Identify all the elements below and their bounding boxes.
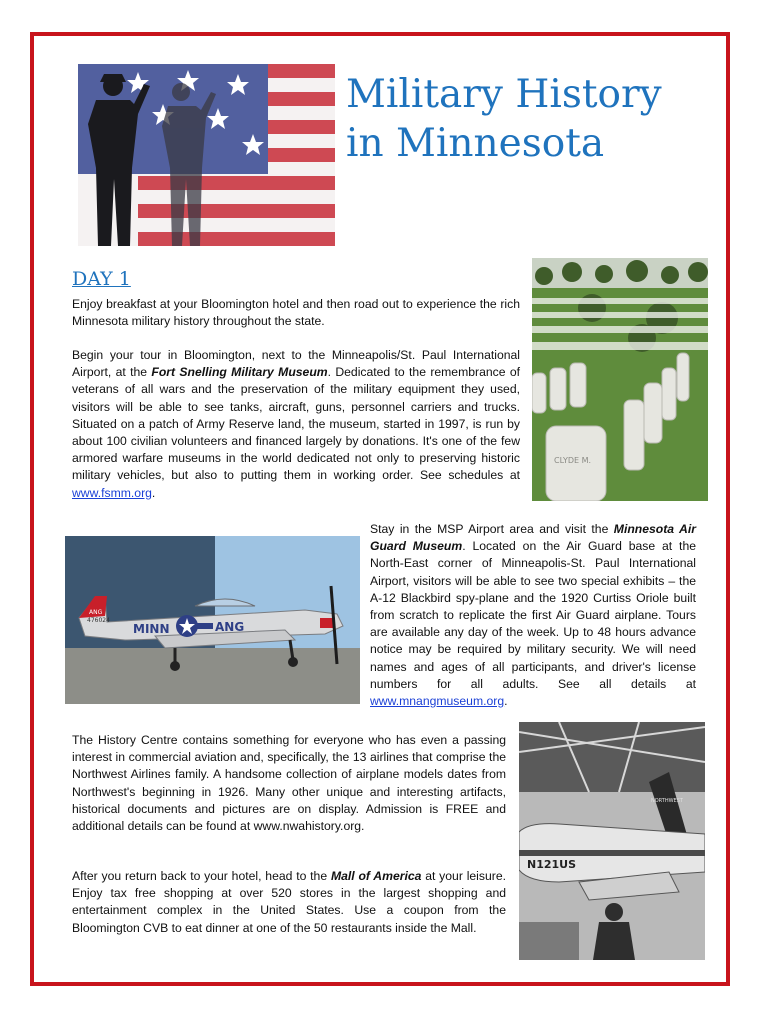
airliner-reg-text: N121US bbox=[527, 858, 577, 871]
mall-of-america-name: Mall of America bbox=[330, 869, 422, 883]
day-heading: DAY 1 bbox=[72, 268, 131, 290]
air-guard-paragraph bbox=[370, 521, 696, 710]
fsmm-link[interactable]: www.fsmm.org bbox=[72, 485, 152, 500]
northwest-airliner-photo bbox=[519, 722, 705, 960]
flag-soldiers-photo bbox=[78, 64, 335, 246]
title-line-1: Military History bbox=[346, 72, 662, 117]
air-guard-end: . bbox=[504, 694, 508, 709]
cemetery-photo bbox=[532, 258, 708, 501]
mall-text-1: After you return back to your hotel, head to the bbox=[72, 869, 331, 883]
fort-snelling-text-2: . Dedicated to the remembrance of veterans of all wars and the preservation of the military equipment they used, visitors will be able to see tanks, aircraft, guns, personnel carriers and trucks. Situated on a patch of Army Reserve land, the museum, started in 1997, is run by about 100 civilian volunteers and financed largely by donations. It's one of the few armored warfare museums in the world dedicated not only to preserving historic military vehicles, but also to putting them in working order. See schedules at bbox=[72, 365, 521, 483]
mall-paragraph bbox=[72, 868, 506, 937]
fort-snelling-paragraph bbox=[72, 347, 520, 502]
intro-paragraph: Enjoy breakfast at your Bloomington hotel and then road out to experience the rich Minnesota military history throughout the state. bbox=[72, 297, 520, 329]
fort-snelling-end: . bbox=[151, 485, 156, 500]
fort-snelling-museum-name: Fort Snelling Military Museum bbox=[151, 365, 328, 380]
mall-text-2: at your leisure. Enjoy tax free shopping at over 520 stores in the largest shopping and entertainment complex in the United States. Use a coupon from the Bloomington CVB to eat dinner at one of the 50 restaurants inside the Mall. bbox=[72, 869, 506, 935]
airliner-brand-text: NORTHWEST bbox=[651, 798, 683, 804]
plane-serial-text: 476024 bbox=[87, 617, 110, 624]
air-guard-text-1: Stay in the MSP Airport area and visit the bbox=[370, 522, 614, 536]
air-guard-text-2: . Located on the Air Guard base at the North-East corner of Minneapolis-St. Paul International Airport, visitors will be able to see two special exhibits – the A-12 Blackbird spy-plane and the 1920 Curtiss Oriole built from scratch to replicate the first Air Guard airplane. Tours are available any day of the week. Up to 48 hours advance notice may be required by military security. We will need names and ages of all participants, and driver's license numbers for all adults. See all details at bbox=[370, 539, 696, 691]
plane-tail-text: ANG bbox=[89, 609, 103, 616]
plane-side-left-text: MINN bbox=[133, 622, 170, 636]
title-line-2: in Minnesota bbox=[346, 121, 605, 166]
fort-snelling-text-1: Begin your tour in Bloomington, next to the Minneapolis/St. Paul International Airport, at the bbox=[72, 348, 520, 380]
plane-side-right-text: ANG bbox=[215, 620, 245, 634]
mnangmuseum-link[interactable]: www.mnangmuseum.org bbox=[370, 694, 505, 709]
history-centre-paragraph: The History Centre contains something for everyone who has even a passing interest in commercial aviation and, specifically, the 13 airlines that comprise the Northwest Airlines family. A handsome collection of airplane models dates from Northwest's beginning in 1926. Many other unique and interesting artifacts, historical documents and pictures are on display. Admission is FREE and additional details can be found at www.nwahistory.org. bbox=[72, 733, 506, 834]
headstone-text: CLYDE M. bbox=[554, 456, 592, 465]
air-guard-museum-name: Minnesota Air Guard Museum bbox=[370, 522, 696, 554]
mustang-plane-photo bbox=[65, 536, 360, 704]
page-title bbox=[346, 70, 716, 168]
